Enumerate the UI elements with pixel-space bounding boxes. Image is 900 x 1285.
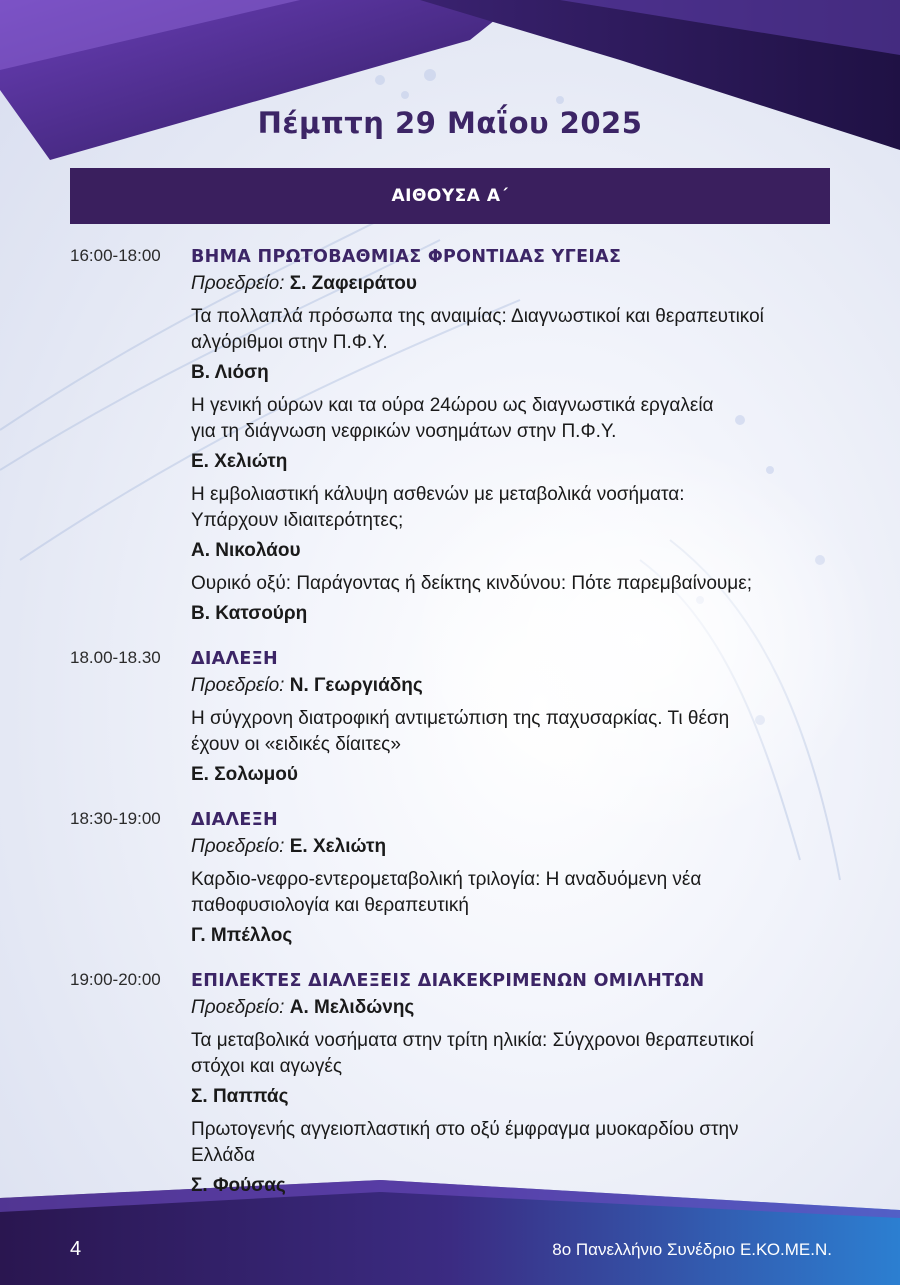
talk-title-line: στόχοι και αγωγές: [191, 1056, 343, 1077]
talk-speaker: Α. Νικολάου: [191, 540, 301, 561]
session-title: ΕΠΙΛΕΚΤΕΣ ΔΙΑΛΕΞΕΙΣ ΔΙΑΚΕΚΡΙΜΕΝΩΝ ΟΜΙΛΗΤΩΝ: [191, 971, 705, 991]
session-time: 19:00-20:00: [70, 970, 161, 989]
chair-label: Προεδρείο:: [191, 273, 285, 294]
chair-label: Προεδρείο:: [191, 675, 285, 696]
chair-line: [191, 833, 836, 861]
talk: [191, 304, 836, 387]
chair-line: [191, 672, 836, 700]
talk-title-line: αλγόριθμοι στην Π.Φ.Υ.: [191, 332, 388, 353]
talk-title-line: παθοφυσιολογία και θεραπευτική: [191, 895, 469, 916]
talk-speaker: Γ. Μπέλλος: [191, 925, 293, 946]
session-body: [191, 646, 836, 789]
session-title: ΔΙΑΛΕΞΗ: [191, 810, 278, 830]
session-body: [191, 807, 836, 950]
talk-title-line: Η σύγχρονη διατροφική αντιμετώπιση της παχυσαρκίας. Τι θέση: [191, 708, 730, 729]
chair-name: Σ. Ζαφειράτου: [289, 273, 417, 294]
talk-title-line: Ελλάδα: [191, 1145, 255, 1166]
chair-name: Ν. Γεωργιάδης: [289, 675, 423, 696]
talk-title-line: Πρωτογενής αγγειοπλαστική στο οξύ έμφραγμα μυοκαρδίου στην: [191, 1119, 739, 1140]
talk: [191, 1117, 836, 1200]
session-title: ΒΗΜΑ ΠΡΩΤΟΒΑΘΜΙΑΣ ΦΡΟΝΤΙΔΑΣ ΥΓΕΙΑΣ: [191, 247, 622, 267]
talk: [191, 1028, 836, 1111]
talk-title-line: Τα μεταβολικά νοσήματα στην τρίτη ηλικία: Σύγχρονοι θεραπευτικοί: [191, 1030, 754, 1051]
talk-title-line: Τα πολλαπλά πρόσωπα της αναιμίας: Διαγνωστικοί και θεραπευτικοί: [191, 306, 764, 327]
session: [0, 968, 900, 1200]
chair-label: Προεδρείο:: [191, 836, 285, 857]
talk-title-line: Υπάρχουν ιδιαιτερότητες;: [191, 510, 404, 531]
session: [0, 646, 900, 789]
session-time: 18:30-19:00: [70, 809, 161, 828]
footer-conference-name: 8ο Πανελλήνιο Συνέδριο Ε.ΚΟ.ΜΕ.Ν.: [552, 1240, 832, 1259]
talk: [191, 571, 836, 628]
talk-speaker: Ε. Χελιώτη: [191, 451, 288, 472]
talk-title-line: έχουν οι «ειδικές δίαιτες»: [191, 734, 401, 755]
session-time: 18.00-18.30: [70, 648, 161, 667]
talk: [191, 706, 836, 789]
chair-label: Προεδρείο:: [191, 997, 285, 1018]
talk: [191, 482, 836, 565]
session: [0, 244, 900, 628]
hall-label: ΑΙΘΟΥΣΑ Α΄: [391, 186, 509, 206]
session-time: 16:00-18:00: [70, 246, 161, 265]
session-title: ΔΙΑΛΕΞΗ: [191, 649, 278, 669]
talk-title-line: για τη διάγνωση νεφρικών νοσημάτων στην Π.Φ.Υ.: [191, 421, 617, 442]
talk-title-line: Ουρικό οξύ: Παράγοντας ή δείκτης κινδύνου: Πότε παρεμβαίνουμε;: [191, 573, 752, 594]
session: [0, 807, 900, 950]
talk-title-line: Η γενική ούρων και τα ούρα 24ώρου ως διαγνωστικά εργαλεία: [191, 395, 714, 416]
talk-speaker: Σ. Φούσας: [191, 1175, 286, 1196]
talk-speaker: Β. Κατσούρη: [191, 603, 308, 624]
page-number: 4: [70, 1238, 82, 1260]
chair-line: [191, 270, 836, 298]
talk: [191, 867, 836, 950]
talk-title-line: Η εμβολιαστική κάλυψη ασθενών με μεταβολικά νοσήματα:: [191, 484, 685, 505]
talk-title-line: Καρδιο-νεφρο-εντερομεταβολική τριλογία: Η αναδυόμενη νέα: [191, 869, 702, 890]
program-list: [0, 244, 900, 1218]
talk-speaker: Ε. Σολωμού: [191, 764, 298, 785]
session-body: [191, 968, 836, 1200]
chair-name: Ε. Χελιώτη: [289, 836, 387, 857]
talk-speaker: Σ. Παππάς: [191, 1086, 289, 1107]
chair-line: [191, 994, 836, 1022]
hall-header: [70, 168, 830, 224]
page-title: Πέμπτη 29 Μαΐου 2025: [257, 106, 643, 140]
talk: [191, 393, 836, 476]
session-body: [191, 244, 836, 628]
talk-speaker: Β. Λιόση: [191, 362, 269, 383]
chair-name: Α. Μελιδώνης: [289, 997, 415, 1018]
